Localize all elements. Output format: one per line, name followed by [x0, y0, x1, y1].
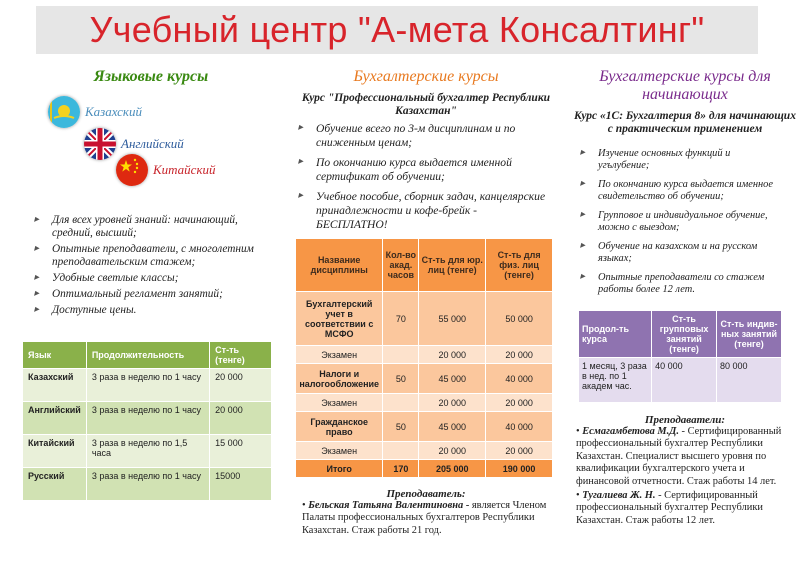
language-label: Английский: [121, 136, 184, 151]
language-label: Китайский: [153, 162, 216, 177]
language-label: Казахский: [85, 104, 143, 119]
accounting-price-table: [295, 238, 553, 478]
list-item: ▸ Доступные цены.: [34, 304, 137, 316]
language-courses-heading: Языковые курсы: [93, 68, 209, 85]
table-header: Кол-во акад. часов: [383, 239, 419, 292]
list-item: ▸ Оптимальный регламент занятий;: [34, 288, 223, 300]
accounting-benefits-list: [292, 122, 550, 232]
table-row: Итого 170 205 000 190 000: [296, 460, 553, 478]
table-row: Китайский 3 раза в неделю по 1,5 часа 15 000: [23, 435, 272, 468]
table-row: Казахский 3 раза в неделю по 1 часу 20 000: [23, 369, 272, 402]
teacher-entry: • Есмагамбетова М.Д. - Сертифицированный профессиональный бухгалтер Республики Казахстан. Специалист высшего уровня по квалификации бухгалтерского учета и финансовой отчетности. Стаж работы 14 лет.: [576, 426, 782, 487]
list-item: ▸ Опытные преподаватели, с многолетним преподавательским стажем;: [34, 243, 254, 268]
kazakhstan-flag-icon: [48, 96, 80, 128]
table-header: Ст-ть групповых занятий (тенге): [652, 311, 717, 358]
teacher-heading: Преподаватель:: [386, 488, 466, 500]
table-row: Английский 3 раза в неделю по 1 часу 20 000: [23, 402, 272, 435]
table-row: 1 месяц, 3 раза в нед. по 1 академ час. 40 000 80 000: [579, 358, 782, 403]
list-item: ▸ Учебное пособие, сборник задач, канцелярские принадлежности и кофе-брейк - БЕСПЛАТНО!: [298, 190, 546, 231]
accounting-courses-section: [292, 64, 560, 536]
table-row: Гражданское право 50 45 000 40 000: [296, 412, 553, 442]
table-row: Русский 3 раза в неделю по 1 часу 15000: [23, 468, 272, 501]
list-item: ▸ Для всех уровней знаний: начинающий, средний, высший;: [34, 214, 238, 239]
language-benefits-list: [28, 214, 268, 320]
beginner-courses-section: [574, 64, 796, 526]
list-item: ▸ Удобные светлые классы;: [34, 272, 179, 284]
table-header: Продол-ть курса: [579, 311, 652, 358]
china-flag-icon: [116, 154, 148, 186]
list-item: ▸ По окончанию курса выдается именной сертификат об обучении;: [298, 156, 512, 183]
beginner-price-table: [578, 310, 782, 403]
table-header: Ст-ть для физ. лиц (тенге): [486, 239, 553, 292]
language-price-table: [22, 341, 272, 501]
beginner-courses-heading: Бухгалтерские курсы для начинающих: [599, 68, 771, 103]
table-header: Продолжительность: [86, 342, 209, 369]
list-item: ▸ Обучение на казахском и на русском языках;: [580, 240, 758, 264]
language-kazakh: [48, 96, 142, 128]
table-header: Язык: [23, 342, 87, 369]
table-row: Экзамен 20 000 20 000: [296, 346, 553, 364]
page-title: Учебный центр "А-мета Консалтинг": [89, 9, 705, 50]
table-header: Название дисциплины: [296, 239, 383, 292]
teachers-heading: Преподаватели:: [644, 414, 726, 426]
list-item: ▸ Изучение основных функций и угълубение;: [580, 147, 731, 171]
table-header: Ст-ть для юр. лиц (тенге): [419, 239, 486, 292]
title-banner: [36, 6, 758, 54]
language-chinese: [116, 154, 216, 186]
accounting-courses-heading: Бухгалтерские курсы: [353, 68, 499, 85]
list-item: ▸ Опытные преподаватели со стажем работы более 12 лет.: [580, 271, 765, 295]
beginner-benefits-list: [574, 148, 784, 296]
uk-flag-icon: [84, 128, 116, 160]
course-name: Курс "Профессиональный бухгалтер Республики Казахстан": [301, 92, 551, 117]
table-row: Экзамен 20 000 20 000: [296, 442, 553, 460]
table-row: Экзамен 20 000 20 000: [296, 394, 553, 412]
teacher-entry: • Тугалиева Ж. Н. - Сертифицированный профессиональный бухгалтер Республики Казахстан. Стаж работы 12 лет.: [576, 490, 763, 526]
teachers-info: [576, 426, 798, 529]
course-name: Курс «1С: Бухгалтерия 8» для начинающих с практическим применением: [574, 110, 796, 135]
table-header: Ст-ть (тенге): [210, 342, 272, 369]
language-courses-section: [22, 64, 280, 481]
list-item: ▸ По окончанию курса выдается именное свидетельство об обучении;: [580, 178, 773, 202]
table-row: Налоги и налогообложение 50 45 000 40 000: [296, 364, 553, 394]
table-row: Бухгалтерский учет в соответствии с МСФО 70 55 000 50 000: [296, 292, 553, 346]
table-header: Ст-ть индив-ных занятий (тенге): [717, 311, 782, 358]
list-item: ▸ Обучение всего по 3-м дисциплинам и по сниженным ценам;: [298, 122, 516, 149]
teacher-info: • Бельская Татьяна Валентиновна - является Членом Палаты профессиональных бухгалтеров Республики Казахстан. Стаж работы 21 год.: [302, 500, 547, 536]
list-item: ▸ Групповое и индивидуальное обучение, можно с выездом;: [580, 209, 768, 233]
